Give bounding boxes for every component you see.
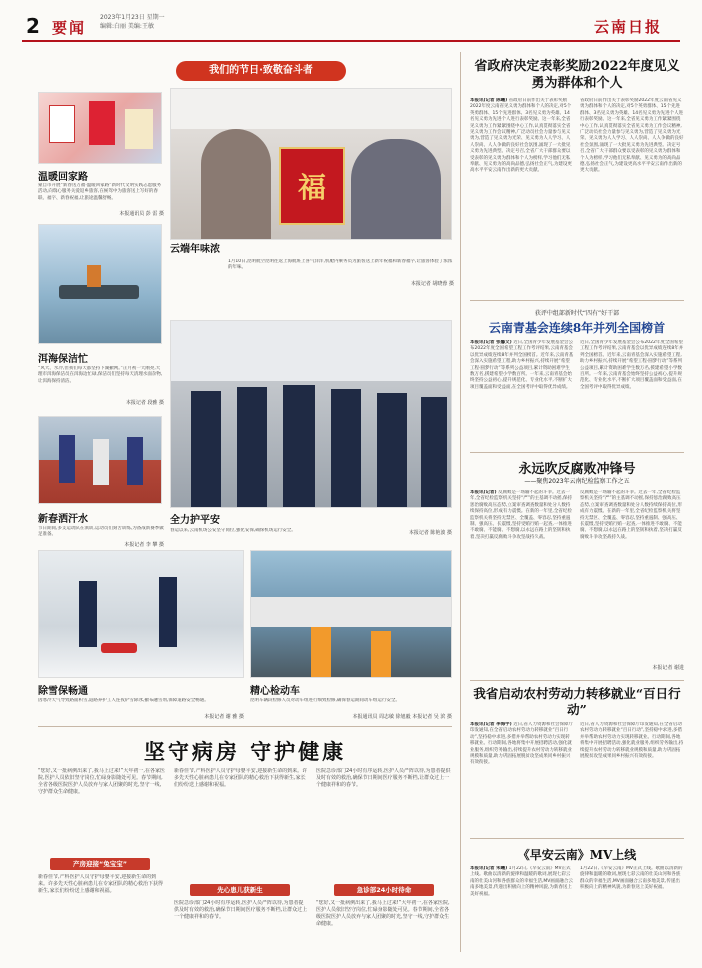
issue-meta [100,13,165,31]
issue-date: 2023年1月23日 星期一 [100,14,165,21]
article-youth-kicker: 获评中组部新时代“四有”好干部 [534,310,620,317]
article-labor-body [470,722,574,832]
article-labor-title: 我省启动农村劳动力转移就业“百日行动” [473,686,681,717]
photo-credit-1: 本报通讯员 彭 雷 摄 [119,211,164,217]
photo-caption-1: 蒙自市开展“新春送万福·温暖回家路”新时代文明实践志愿服务活动,向瑞心服务关爱返乡旅客,在候驾中为旅客送上写好的春联、福字、新春祝福,让旅途温馨舒畅。 [38,183,162,201]
article-mv-text-continued: 1月22日,《早安云南》MV正式上线。歌曲以清新的旋律和温暖的歌词,展现七彩云南的壮美山河和各族群众的幸福生活,MV画面融合云南多地美景,传递出积极向上的精神风貌,为新春送上美好祝福。 [580,866,683,891]
article-anticorruption-title: 永远吹反腐败冲锋号 [518,462,636,477]
photo-caption-6: 因寒冷天气导致路面积雪,道路养护工人连夜铲雪除冰,撒布融雪剂,保障道路安全畅通。 [38,698,209,703]
photo-caption-7: 昆明车辆段检修人员对动车组进行细致检修,确保春运期间动车组运行安全。 [250,698,400,703]
column-divider [460,52,461,952]
article-youth-text: 近日,全国青少年发展基金会公布2022年度全国希望工程工作考评结果,云南青基会以优异成绩连续8年并列全国榜首。近年来,云南青基会深入实施希望工程,助力乡村振兴,持续开展“希望工程·圆梦行动”等系列公益项目,累计资助困难学生数万名,援建希望小学数百所。一年来,云南青基会始终坚持公益初心,提升规范化、专业化水平,不断扩大项目覆盖面和受益面,在全国考评中取得优异成绩。 [470,340,574,390]
article-hospital-title: 坚守病房 守护健康 [143,739,347,764]
photo-snow-clearing [38,550,244,678]
article-hospital-col3b: “您好,又一批病例出来了,我马上过来!”大年初一,在各家医院,医护人员依旧坚守岗位,忙碌身影随处可见。春节期间,全省各级医院医护人员放弃与家人团聚的时光,坚守一线,守护群众生命健康。 [316,900,450,927]
photo-title-6: 除雪保畅通 [38,686,88,697]
article-labor-body-col2 [580,722,684,832]
photo-train-inspection [250,550,452,678]
photo-title-2: 云端年味浓 [170,244,220,255]
photo-caption-5: 春运以来,云南机场公安坚守岗位,强化安保,确保机场运行安全。 [170,528,296,533]
article-youth-body-col2 [580,340,684,446]
article-anticorruption-text: 反腐败是一场输不起的斗争。过去一年,全省纪检监察机关坚持“严”的主基调不动摇,保持惩治腐败高压态势,立案审查调查数量和处分人数持续保持高位,形成有力震慑。在新的一年里,全省纪检监察机关将坚持无禁区、全覆盖、零容忍,坚持重遏制、强高压、长震慑,坚持受贿行贿一起查,一体推进不敢腐、不能腐、不想腐,以永远在路上的坚韧和执着,坚决打赢反腐败斗争攻坚战持久战。 [470,490,573,540]
photo-athletes-training [38,416,162,504]
article-anticorruption-subtitle: ——聚焦2023年云南纪检监察工作之五 [524,478,630,485]
article-honors-body [470,98,572,250]
header-rule [22,40,680,42]
photo-caption-4: 节日期间,多支运动队在滇训,运动员们刻苦训练,为备战新赛季做足准备。 [38,526,164,538]
article-hospital-col3: 医院急诊部门24小时有序运转,医护人员严阵以待,为患者提供及时有效的救治,确保节日期间医疗服务不断档,让群众过上一个健康祥和的春节。 [316,768,451,788]
photo-title-3: 洱海保洁忙 [38,354,88,365]
photo-credit-3: 本报记者 段雅 摄 [125,400,164,406]
article-hospital-col2: 新春佳节,产科医护人员守护母婴平安,迎接新生命的到来。许多先天性心脏病患儿在专家团队的精心救治下获得新生,家长们纷纷送上感谢和祝福。 [174,768,308,788]
rule-4 [470,838,684,839]
article-labor-text: 近日,省人力资源和社会保障厅印发通知,在全省启动农村劳动力转移就业“百日行动”,坚持稳中求进,多措并举帮助农村劳动力实现转移就业。行动期间,各地将集中开展招聘活动,强化就业服务,组织劳务输出,持续提升农村劳动力转移就业规模和质量,助力巩固拓展脱贫攻坚成果同乡村振兴有效衔接。 [470,722,574,766]
photo-credit-6: 本报记者 谢 雅 摄 [204,714,244,720]
article-honors-title: 省政府决定表彰奖励2022年度见义勇为群体和个人 [474,59,680,91]
rule-3 [470,680,684,681]
article-youth-text-continued: 近日,全国青少年发展基金会公布2022年度全国希望工程工作考评结果,云南青基会以优异成绩连续8年并列全国榜首。近年来,云南青基会深入实施希望工程,助力乡村振兴,持续开展“希望工程·圆梦行动”等系列公益项目,累计资助困难学生数万名,援建希望小学数百所。一年来,云南青基会始终坚持公益初心,提升规范化、专业化水平,不断扩大项目覆盖面和受益面,在全国考评中取得优异成绩。 [580,340,684,390]
article-mv-byline: 本报讯(记者 朱曦) [470,866,508,871]
photo-flight-festival [170,88,452,240]
rule-1 [470,300,684,301]
article-mv-body [470,866,574,952]
photo-title-5: 全力护平安 [170,515,220,526]
issue-editors: 编辑:白丽 美编:王敏 [100,23,154,30]
article-honors-byline: 本报讯(记者 陈曦) [470,98,508,103]
article-labor-byline: 本报讯(记者 李海宇) [470,722,512,727]
photo-caption-3: “风大、水冷,但我们每天都坚持下湖撒网。”正月初一天刚亮,大理市洱海保洁员在洱海边忙碌,保洁员们坚持每天清理水面杂物,让洱海保持清洁。 [38,366,163,384]
fu-character-card: 福 [279,147,345,225]
rule-5 [38,726,452,727]
photo-title-7: 精心检动车 [250,686,300,697]
photo-credit-7: 本报通讯员 周志敏 徐旭毅 本报记者 吴 滨 摄 [352,714,452,720]
article-anticorruption-body-col2 [580,490,684,660]
article-anticorruption-body [470,490,574,674]
article-labor-text-continued: 近日,省人力资源和社会保障厅印发通知,在全省启动农村劳动力转移就业“百日行动”,坚持稳中求进,多措并举帮助农村劳动力实现转移就业。行动期间,各地将集中开展招聘活动,强化就业服务,组织劳务输出,持续提升农村劳动力转移就业规模和质量,助力巩固拓展脱贫攻坚成果同乡村振兴有效衔接。 [580,722,684,760]
article-honors-text: 省政府日前作出关于表彰奖励2022年度云南省见义勇为群体和个人的决定,对5个英勇群体、15个先进群体、3名见义勇为英雄、14名见义勇为先进个人进行表彰奖励。这一年来,全省见义勇为工作紧紧围绕中心工作,认真贯彻落实全省见义勇为工作会议精神,广泛动员社会力量参与见义勇为,营造了见义勇为光荣、见义勇为人人学习、人人崇尚、人人争做的良好社会氛围,涌现了一大批见义勇为先进典型。决定号召,全省广大干部群众要以受表彰的见义勇为群体和个人为榜样,学习他们无私奉献、见义勇为的高尚品德,弘扬社会正气,为建设更高水平平安云南作出新的更大贡献。 [470,98,572,174]
rule-2 [470,452,684,453]
article-mv-body-col2 [580,866,684,952]
article-anticorruption-text-continued: 反腐败是一场输不起的斗争。过去一年,全省纪检监察机关坚持“严”的主基调不动摇,保持惩治腐败高压态势,立案审查调查数量和处分人数持续保持高位,形成有力震慑。在新的一年里,全省纪检监察机关将坚持无禁区、全覆盖、零容忍,坚持重遏制、强高压、长震慑,坚持受贿行贿一起查,一体推进不敢腐、不能腐、不想腐,以永远在路上的坚韧和执着,坚决打赢反腐败斗争攻坚战持久战。 [580,490,682,540]
article-youth-body [470,340,574,446]
photo-erhai-cleaning [38,224,162,344]
subhead-maternity: 产房迎接“兔宝宝” [50,858,150,870]
photo-credit-4: 本报记者 李 攀 摄 [124,542,164,548]
article-mv-text: 1月22日,《早安云南》MV正式上线。歌曲以清新的旋律和温暖的歌词,展现七彩云南的壮美山河和各族群众的幸福生活,MV画面融合云南多地美景,传递出积极向上的精神风貌,为新春送上美好祝福。 [470,866,573,897]
article-youth-title: 云南青基会连续8年并列全国榜首 [488,321,666,335]
photo-warm-journey [38,92,162,164]
article-mv-title: 《早安云南》MV上线 [517,848,637,862]
masthead-logo: 云南日报 [594,18,663,36]
subhead-heart: 先心患儿获新生 [190,884,290,896]
article-hospital-col1: “您好,又一批病例出来了,我马上过来!”大年初一,在各家医院,医护人员依旧坚守岗位,忙碌身影随处可见。春节期间,全省各级医院医护人员放弃与家人团聚的时光,坚守一线,守护群众生命健康。 [38,768,165,795]
article-hospital-col1b: 新春佳节,产科医护人员守护母婴平安,迎接新生命的到来。许多先天性心脏病患儿在专家团队的精心救治下获得新生,家长们纷纷送上感谢和祝福。 [38,874,164,894]
article-honors-text-continued: 省政府日前作出关于表彰奖励2022年度云南省见义勇为群体和个人的决定,对5个英勇群体、15个先进群体、3名见义勇为英雄、14名见义勇为先进个人进行表彰奖励。这一年来,全省见义勇为工作紧紧围绕中心工作,认真贯彻落实全省见义勇为工作会议精神,广泛动员社会力量参与见义勇为,营造了见义勇为光荣、见义勇为人人学习、人人崇尚、人人争做的良好社会氛围,涌现了一大批见义勇为先进典型。决定号召,全省广大干部群众要以受表彰的见义勇为群体和个人为榜样,学习他们无私奉献、见义勇为的高尚品德,弘扬社会正气,为建设更高水平平安云南作出新的更大贡献。 [580,98,684,174]
photo-caption-2: 1月10日,昆明航空昆明往返上海航班上喜气洋洋,机舱内乘务员为旅客送上新年祝福和新春福字,让旅客体验了浓浓的年味。 [228,259,453,271]
photo-title-4: 新春洒汗水 [38,514,88,525]
article-hospital-col2b: 医院急诊部门24小时有序运转,医护人员严阵以待,为患者提供及时有效的救治,确保节日期间医疗服务不断档,让群众过上一个健康祥和的春节。 [174,900,308,920]
section-title: 要闻 [52,19,87,37]
article-youth-byline: 本报讯(记者 张馨文) [470,340,512,345]
article-anticorruption-credit: 本报记者 谢进 [652,665,684,671]
article-anticorruption-byline: 本报讯(记者) [470,490,497,495]
feature-banner: 我们的节日·致敬奋斗者 [176,61,346,81]
page-number: 2 [26,14,40,38]
subhead-emergency: 急诊部24小时待命 [334,884,434,896]
photo-credit-5: 本报记者 陈艳波 摄 [408,530,452,536]
article-honors-body-col2 [580,98,684,250]
photo-police-security [170,320,452,508]
photo-title-1: 温暖回家路 [38,172,88,183]
photo-credit-2: 本报记者 胡晓蓉 摄 [410,281,454,287]
